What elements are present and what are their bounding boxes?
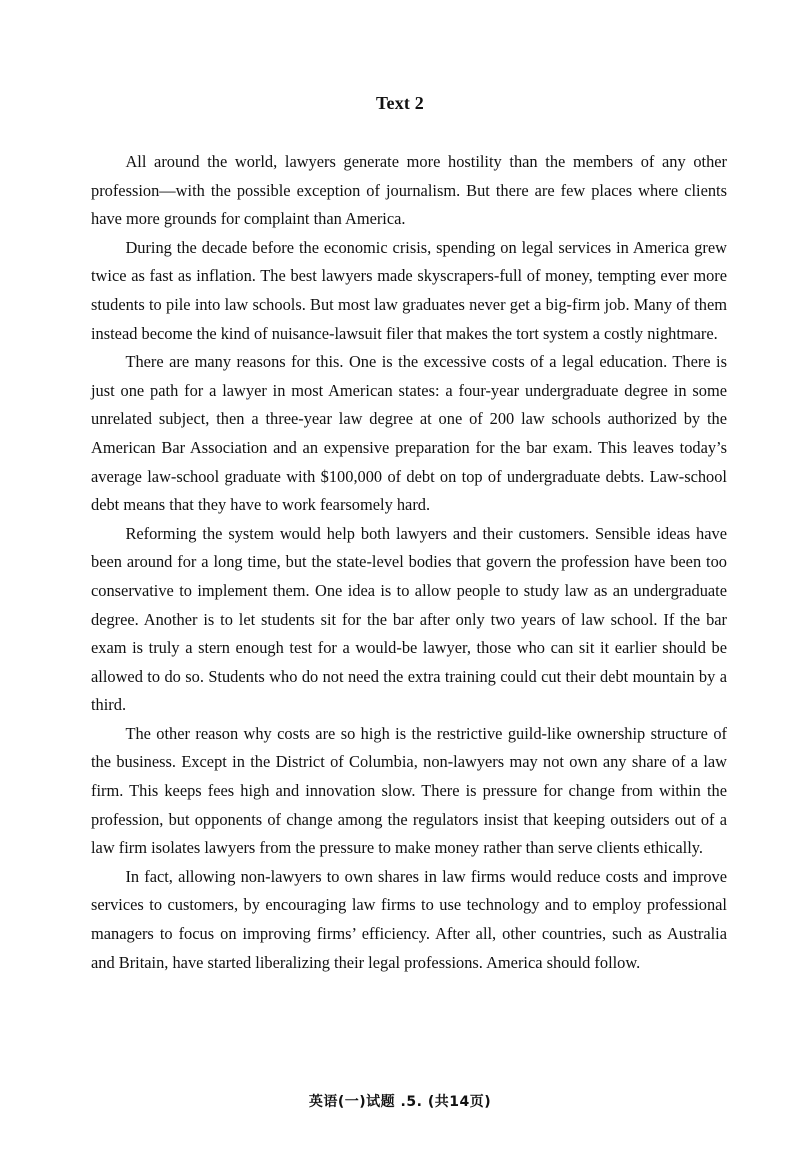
paragraph-5: The other reason why costs are so high is the restrictive guild-like ownership structure of the business. Except in the District of Columbia, non-lawyers may not own any share of a law firm. This keeps fees high and innovation slow. There is pressure for change from within the profession, but opponents of change among the regulators insist that keeping outsiders out of a law firm isolates lawyers from the pressure to make money rather than serve clients ethically. xyxy=(91,723,727,858)
passage-body xyxy=(91,148,727,977)
paragraph-2: During the decade before the economic crisis, spending on legal services in America grew twice as fast as inflation. The best lawyers made skyscrapers-full of money, tempting ever more students to pile into law schools. But most law graduates never get a big-firm job. Many of them instead become the kind of nuisance-lawsuit filer that makes the tort system a costly nightmare. xyxy=(91,237,727,343)
page-footer: 英语(一)试题 .5. (共14页) xyxy=(308,1094,492,1110)
paragraph-4: Reforming the system would help both lawyers and their customers. Sensible ideas have been around for a long time, but the state-level bodies that govern the profession have been too conservative to implement them. One idea is to allow people to study law as an undergraduate degree. Another is to let students sit for the bar after only two years of law school. If the bar exam is truly a stern enough test for a would-be lawyer, those who can sit it earlier should be allowed to do so. Students who do not need the extra training could cut their debt mountain by a third. xyxy=(91,523,727,715)
paragraph-1: All around the world, lawyers generate more hostility than the members of any other profession—with the possible exception of journalism. But there are few places where clients have more grounds for complaint than America. xyxy=(91,152,727,229)
paragraph-3: There are many reasons for this. One is the excessive costs of a legal education. There is just one path for a lawyer in most American states: a four-year undergraduate degree in some unrelated subject, then a three-year law degree at one of 200 law schools authorized by the American Bar Association and an expensive preparation for the bar exam. This leaves today’s average law-school graduate with $100,000 of debt on top of undergraduate debts. Law-school debt means that they have to work fearsomely hard. xyxy=(91,352,727,515)
paragraph-6: In fact, allowing non-lawyers to own shares in law firms would reduce costs and improve services to customers, by encouraging law firms to use technology and to employ professional managers to focus on improving firms’ efficiency. After all, other countries, such as Australia and Britain, have started liberalizing their legal professions. America should follow. xyxy=(91,866,727,972)
page-title: Text 2 xyxy=(375,93,425,113)
